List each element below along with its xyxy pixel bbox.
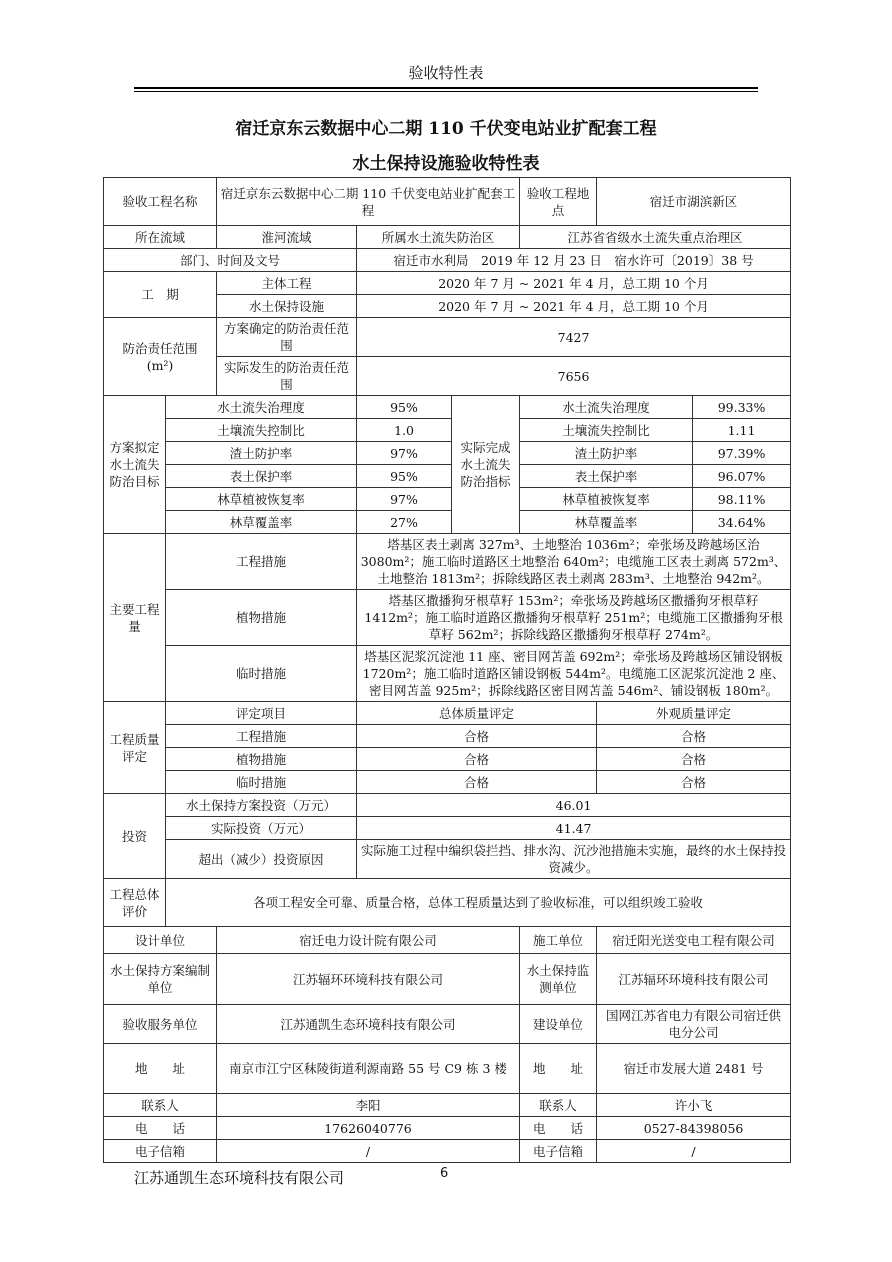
works-engineering-value: 塔基区表土剥离 327m³、土地整治 1036m²；牵张场及跨越场区治 3080m²；施工临时道路区土地整治 640m²；电缆施工区表土剥离 572m³、土地整治 1813m²；拆除线路区表土剥离 283m³、土地整治 942m²。 — [357, 534, 791, 590]
quality-col-appearance: 外观质量评定 — [597, 702, 791, 725]
scope-label-unit: (m²) — [146, 357, 174, 373]
period-label: 工 期 — [104, 272, 217, 318]
target-actual-value: 99.33% — [693, 396, 791, 419]
acceptance-table — [103, 177, 791, 1163]
build-unit-label: 施工单位 — [520, 927, 597, 954]
target-actual-value: 34.64% — [693, 511, 791, 534]
zone-label: 所属水土流失防治区 — [357, 226, 520, 249]
scope-plan-value: 7427 — [357, 318, 791, 357]
target-plan-value: 27% — [357, 511, 452, 534]
target-actual-name: 渣土防护率 — [520, 442, 693, 465]
target-actual-value: 98.11% — [693, 488, 791, 511]
target-actual-name: 土壤流失控制比 — [520, 419, 693, 442]
service-unit-label: 验收服务单位 — [104, 1005, 217, 1044]
header-rule — [134, 87, 758, 89]
target-actual-value: 1.11 — [693, 419, 791, 442]
phone-label: 电 话 — [104, 1117, 217, 1140]
plan-unit-value: 江苏辐环环境科技有限公司 — [217, 954, 520, 1005]
project-name-value: 宿迁京东云数据中心二期 110 千伏变电站业扩配套工程 — [217, 178, 520, 226]
overall-value: 各项工程安全可靠、质量合格，总体工程质量达到了验收标准，可以组织竣工验收 — [166, 879, 791, 927]
monitor-unit-label: 水土保持监测单位 — [520, 954, 597, 1005]
quality-label: 工程质量评定 — [104, 702, 166, 794]
investment-reason-value: 实际施工过程中编织袋拦挡、排水沟、沉沙池措施未实施，最终的水土保持投资减少。 — [357, 840, 791, 879]
target-actual-name: 林草覆盖率 — [520, 511, 693, 534]
investment-actual-value: 41.47 — [357, 817, 791, 840]
target-actual-name: 水土流失治理度 — [520, 396, 693, 419]
scope-actual-name: 实际发生的防治责任范围 — [217, 357, 357, 396]
target-plan-value: 1.0 — [357, 419, 452, 442]
period-swc-name: 水土保持设施 — [217, 295, 357, 318]
project-site-label: 验收工程地点 — [520, 178, 597, 226]
works-planting-name: 植物措施 — [166, 590, 357, 646]
header-rule-thin — [134, 91, 758, 92]
owner-unit-label: 建设单位 — [520, 1005, 597, 1044]
email-right-value: / — [597, 1140, 791, 1163]
investment-actual-label: 实际投资（万元） — [166, 817, 357, 840]
plan-unit-label: 水土保持方案编制单位 — [104, 954, 217, 1005]
design-unit-value: 宿迁电力设计院有限公司 — [217, 927, 520, 954]
build-unit-value: 宿迁阳光送变电工程有限公司 — [597, 927, 791, 954]
investment-reason-label: 超出（减少）投资原因 — [166, 840, 357, 879]
contact-right-value: 许小飞 — [597, 1094, 791, 1117]
quality-row-appearance: 合格 — [597, 748, 791, 771]
dept-value: 宿迁市水利局 2019 年 12 月 23 日 宿水许可〔2019〕38 号 — [357, 249, 791, 272]
target-name: 水土流失治理度 — [166, 396, 357, 419]
basin-value: 淮河流域 — [217, 226, 357, 249]
target-plan-value: 97% — [357, 488, 452, 511]
investment-label: 投资 — [104, 794, 166, 879]
quality-row-overall: 合格 — [357, 725, 597, 748]
project-site-value: 宿迁市湖滨新区 — [597, 178, 791, 226]
scope-label-line1: 防治责任范围 — [122, 340, 198, 356]
scope-label — [104, 318, 217, 396]
target-actual-name: 林草植被恢复率 — [520, 488, 693, 511]
works-planting-value: 塔基区撒播狗牙根草籽 153m²；牵张场及跨越场区撒播狗牙根草籽 1412m²；施工临时道路区撒播狗牙根草籽 251m²；电缆施工区撒播狗牙根草籽 562m²；拆除线路区撒播狗牙根草籽 274m²。 — [357, 590, 791, 646]
works-engineering-name: 工程措施 — [166, 534, 357, 590]
scope-plan-name: 方案确定的防治责任范围 — [217, 318, 357, 357]
quality-row-overall: 合格 — [357, 771, 597, 794]
works-temporary-name: 临时措施 — [166, 646, 357, 702]
investment-plan-label: 水土保持方案投资（万元） — [166, 794, 357, 817]
zone-value: 江苏省省级水土流失重点治理区 — [520, 226, 791, 249]
target-name: 表土保护率 — [166, 465, 357, 488]
document-subtitle: 水土保持设施验收特性表 — [352, 154, 540, 174]
address-right-value: 宿迁市发展大道 2481 号 — [597, 1044, 791, 1094]
quality-row-name: 临时措施 — [166, 771, 357, 794]
quality-col-item: 评定项目 — [166, 702, 357, 725]
target-name: 林草植被恢复率 — [166, 488, 357, 511]
dept-label: 部门、时间及文号 — [104, 249, 357, 272]
phone-left-value: 17626040776 — [217, 1117, 520, 1140]
target-plan-value: 95% — [357, 396, 452, 419]
works-temporary-value: 塔基区泥浆沉淀池 11 座、密目网苫盖 692m²；牵张场及跨越场区铺设钢板 1720m²；施工临时道路区铺设钢板 544m²。电缆施工区泥浆沉淀池 2 座、密目网苫盖 925m²；拆除线路区密目网苫盖 546m²、铺设钢板 180m²。 — [357, 646, 791, 702]
contact-label-right: 联系人 — [520, 1094, 597, 1117]
quality-col-overall: 总体质量评定 — [357, 702, 597, 725]
target-name: 林草覆盖率 — [166, 511, 357, 534]
service-unit-value: 江苏通凯生态环境科技有限公司 — [217, 1005, 520, 1044]
project-name-label: 验收工程名称 — [104, 178, 217, 226]
monitor-unit-value: 江苏辐环环境科技有限公司 — [597, 954, 791, 1005]
email-label: 电子信箱 — [104, 1140, 217, 1163]
phone-label-right: 电 话 — [520, 1117, 597, 1140]
contact-left-value: 李阳 — [217, 1094, 520, 1117]
overall-label: 工程总体评价 — [104, 879, 166, 927]
address-label-right: 地 址 — [520, 1044, 597, 1094]
basin-label: 所在流域 — [104, 226, 217, 249]
period-main-value: 2020 年 7 月 ~ 2021 年 4 月，总工期 10 个月 — [357, 272, 791, 295]
phone-right-value: 0527-84398056 — [597, 1117, 791, 1140]
design-unit-label: 设计单位 — [104, 927, 217, 954]
target-actual-value: 97.39% — [693, 442, 791, 465]
quality-row-appearance: 合格 — [597, 725, 791, 748]
scope-actual-value: 7656 — [357, 357, 791, 396]
works-label: 主要工程量 — [104, 534, 166, 702]
address-label: 地 址 — [104, 1044, 217, 1094]
period-main-name: 主体工程 — [217, 272, 357, 295]
target-plan-value: 95% — [357, 465, 452, 488]
target-plan-value: 97% — [357, 442, 452, 465]
quality-row-appearance: 合格 — [597, 771, 791, 794]
email-left-value: / — [217, 1140, 520, 1163]
address-left-value: 南京市江宁区秣陵街道利源南路 55 号 C9 栋 3 楼 — [217, 1044, 520, 1094]
quality-row-overall: 合格 — [357, 748, 597, 771]
quality-row-name: 工程措施 — [166, 725, 357, 748]
email-label-right: 电子信箱 — [520, 1140, 597, 1163]
document-title: 宿迁京东云数据中心二期 110 千伏变电站业扩配套工程 — [235, 119, 657, 139]
period-swc-value: 2020 年 7 月 ~ 2021 年 4 月，总工期 10 个月 — [357, 295, 791, 318]
footer-company: 江苏通凯生态环境科技有限公司 — [134, 1169, 345, 1187]
investment-plan-value: 46.01 — [357, 794, 791, 817]
quality-row-name: 植物措施 — [166, 748, 357, 771]
target-actual-name: 表土保护率 — [520, 465, 693, 488]
contact-label: 联系人 — [104, 1094, 217, 1117]
target-name: 渣土防护率 — [166, 442, 357, 465]
target-name: 土壤流失控制比 — [166, 419, 357, 442]
page-number: 6 — [440, 1166, 449, 1181]
targets-actual-label: 实际完成水土流失防治指标 — [452, 396, 520, 534]
targets-plan-label: 方案拟定水土流失防治目标 — [104, 396, 166, 534]
running-header: 验收特性表 — [408, 64, 484, 82]
target-actual-value: 96.07% — [693, 465, 791, 488]
owner-unit-value: 国网江苏省电力有限公司宿迁供电分公司 — [597, 1005, 791, 1044]
